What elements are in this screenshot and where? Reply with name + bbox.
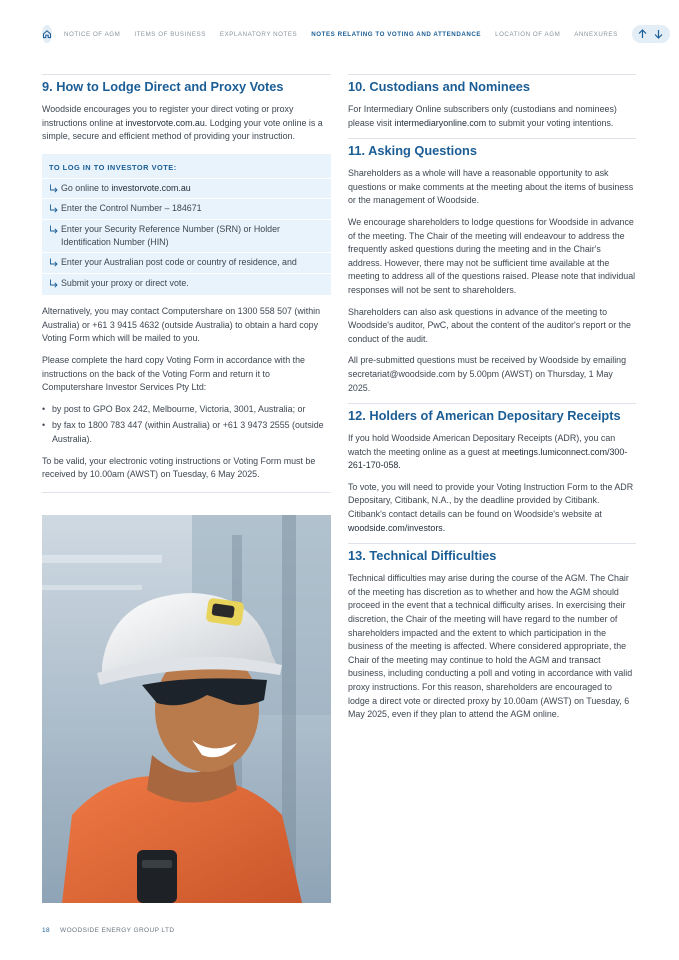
section-12-heading: 12. Holders of American Depositary Receipts	[348, 408, 621, 424]
arrow-down-icon	[654, 29, 663, 39]
left-column	[42, 74, 331, 493]
login-step-text: Enter the Control Number – 184671	[61, 203, 202, 214]
section-12-text: If you hold Woodside American Depositary Receipts (ADR), you can watch the meeting online as a guest at	[348, 433, 616, 457]
home-icon	[42, 29, 52, 39]
right-column	[348, 74, 636, 730]
section-10-text	[348, 103, 636, 130]
section-9-intro	[42, 103, 331, 144]
section-13-heading: 13. Technical Difficulties	[348, 548, 497, 564]
section-11-heading: 11. Asking Questions	[348, 143, 477, 159]
section-13-para-1: Technical difficulties may arise during the course of the AGM. The Chair of the meeting has discretion as to whether and how the AGM should proceed in the event that a technical difficulty arises. In exercising their discretion, the Chair of the meeting will have regard to the number of shareholders impacted and the extent to which participation in the business of the meeting is affected. Where considered appropriate, the Chair of the meeting may continue to hold the AGM and transact business, including conducting a poll and voting in accordance with valid proxy instructions. For this reason, shareholders are encouraged to lodge a direct vote or directed proxy by 10.00am (AWST) on Tuesday, 6 May 2025, even if they plan to attend the AGM online.	[348, 573, 633, 720]
intro-text-end: Lodging your vote online is a simple, secure and efficient method of providing your instruction.	[42, 117, 323, 142]
section-12-text: To vote, you will need to provide your Voting Instruction Form to the ADR Depositary, Citibank, N.A., by the deadline provided by Citibank. Citibank's contact details can be found on Woodside's website at	[348, 481, 634, 520]
page-footer	[42, 927, 174, 934]
nav-item-items-of-business[interactable]: ITEMS OF BUSINESS	[134, 30, 206, 38]
login-step-text: Enter your Security Reference Number (SRN) or Holder Identification Number (HIN)	[61, 223, 280, 247]
nav-item-voting-and-attendance[interactable]: NOTES RELATING TO VOTING AND ATTENDANCE	[311, 30, 482, 38]
section-divider	[42, 492, 331, 493]
top-navigation	[42, 24, 638, 44]
section-11-para-4: All pre-submitted questions must be received by Woodside by emailing secretariat@woodside.com by 5.00pm (AWST) on Thursday, 1 May 2025.	[348, 355, 627, 393]
company-name: WOODSIDE ENERGY GROUP LTD	[60, 927, 175, 934]
worker-illustration	[42, 515, 331, 903]
nav-item-annexures[interactable]: ANNEXURES	[574, 30, 618, 38]
nav-item-location-of-agm[interactable]: LOCATION OF AGM	[495, 30, 561, 38]
next-page-button[interactable]	[653, 27, 665, 41]
home-button[interactable]	[42, 25, 52, 43]
alternative-contact-text: Alternatively, you may contact Computershare on 1300 558 507 (within Australia) or +61 3 9415 4632 (outside Australia) to obtain a hard copy Voting Form which will be mailed to you.	[42, 306, 321, 344]
previous-page-button[interactable]	[637, 27, 649, 41]
intro-text: Woodside encourages you to register your direct voting or proxy instructions online at	[42, 104, 294, 128]
login-step-5	[42, 274, 331, 293]
section-11-para-2: We encourage shareholders to lodge questions for Woodside in advance of the meeting. The Chair of the meeting will endeavour to address the frequently asked questions during the meeting and in the Chair's address. However, there may not be sufficient time available at the meeting to address all of the questions raised. Please note that individual responses will not be sent to shareholders.	[348, 216, 636, 295]
login-step-3	[42, 220, 331, 254]
investorvote-step-link[interactable]: investorvote.com.au	[111, 182, 191, 193]
login-step-4	[42, 253, 331, 273]
section-11-para-1: Shareholders as a whole will have a reasonable opportunity to ask questions or make comments at the meeting about the items of business or the management of Woodside.	[348, 168, 634, 206]
login-step-text: Submit your proxy or direct vote.	[61, 277, 189, 288]
page-number: 18	[42, 927, 51, 934]
return-arrow-icon	[49, 277, 61, 290]
woodside-investors-link[interactable]: woodside.com/investors.	[348, 522, 446, 533]
section-10-heading: 10. Custodians and Nominees	[348, 79, 531, 94]
login-step-2	[42, 199, 331, 219]
return-methods-list	[42, 403, 331, 447]
intermediaryonline-link[interactable]: intermediaryonline.com	[394, 117, 487, 128]
login-step-text: Enter your Australian post code or country of residence, and	[61, 257, 297, 268]
login-instructions-box	[42, 154, 331, 295]
return-arrow-icon	[49, 182, 61, 195]
login-step-1	[42, 179, 331, 199]
arrow-up-icon	[638, 29, 647, 39]
section-12-para-2	[348, 481, 636, 535]
nav-item-explanatory-notes[interactable]: EXPLANATORY NOTES	[219, 30, 298, 38]
page-navigation-arrows	[632, 25, 670, 43]
section-12-para-1	[348, 432, 636, 473]
worker-photo	[42, 515, 331, 903]
return-arrow-icon	[49, 223, 61, 250]
login-box-title: TO LOG IN TO INVESTOR VOTE:	[42, 159, 331, 179]
section-11-para-3: Shareholders can also ask questions in advance of the meeting to Woodside's auditor, PwC, about the content of the auditor's report or the conduct of the audit.	[348, 306, 631, 344]
step-1-text: Go online to	[61, 182, 112, 193]
list-item: • by post to GPO Box 242, Melbourne, Victoria, 3001, Australia; or	[42, 403, 331, 417]
return-arrow-icon	[49, 256, 61, 269]
login-step-text	[61, 182, 191, 195]
return-arrow-icon	[49, 202, 61, 215]
investorvote-link[interactable]: investorvote.com.au.	[125, 117, 208, 128]
nav-item-notice-of-agm[interactable]: NOTICE OF AGM	[64, 30, 121, 38]
lumiconnect-link[interactable]: meetings.lumiconnect.com/300-261-170-058.	[348, 446, 628, 471]
list-item: • by fax to 1800 783 447 (within Australia) or +61 3 9473 2555 (outside Australia).	[42, 419, 331, 446]
section-10-text-start: For Intermediary Online subscribers only (custodians and nominees) please visit	[348, 104, 617, 128]
validity-deadline-text: To be valid, your electronic voting instructions or Voting Form must be received by 10.00am (AWST) on Tuesday, 6 May 2025.	[42, 455, 316, 480]
section-9-heading: 9. How to Lodge Direct and Proxy Votes	[42, 79, 284, 94]
section-10-text-end: to submit your voting intentions.	[486, 117, 614, 128]
hard-copy-instructions: Please complete the hard copy Voting Form in accordance with the instructions on the back of the Voting Form and return it to Computershare Investor Services Pty Ltd:	[42, 355, 305, 393]
